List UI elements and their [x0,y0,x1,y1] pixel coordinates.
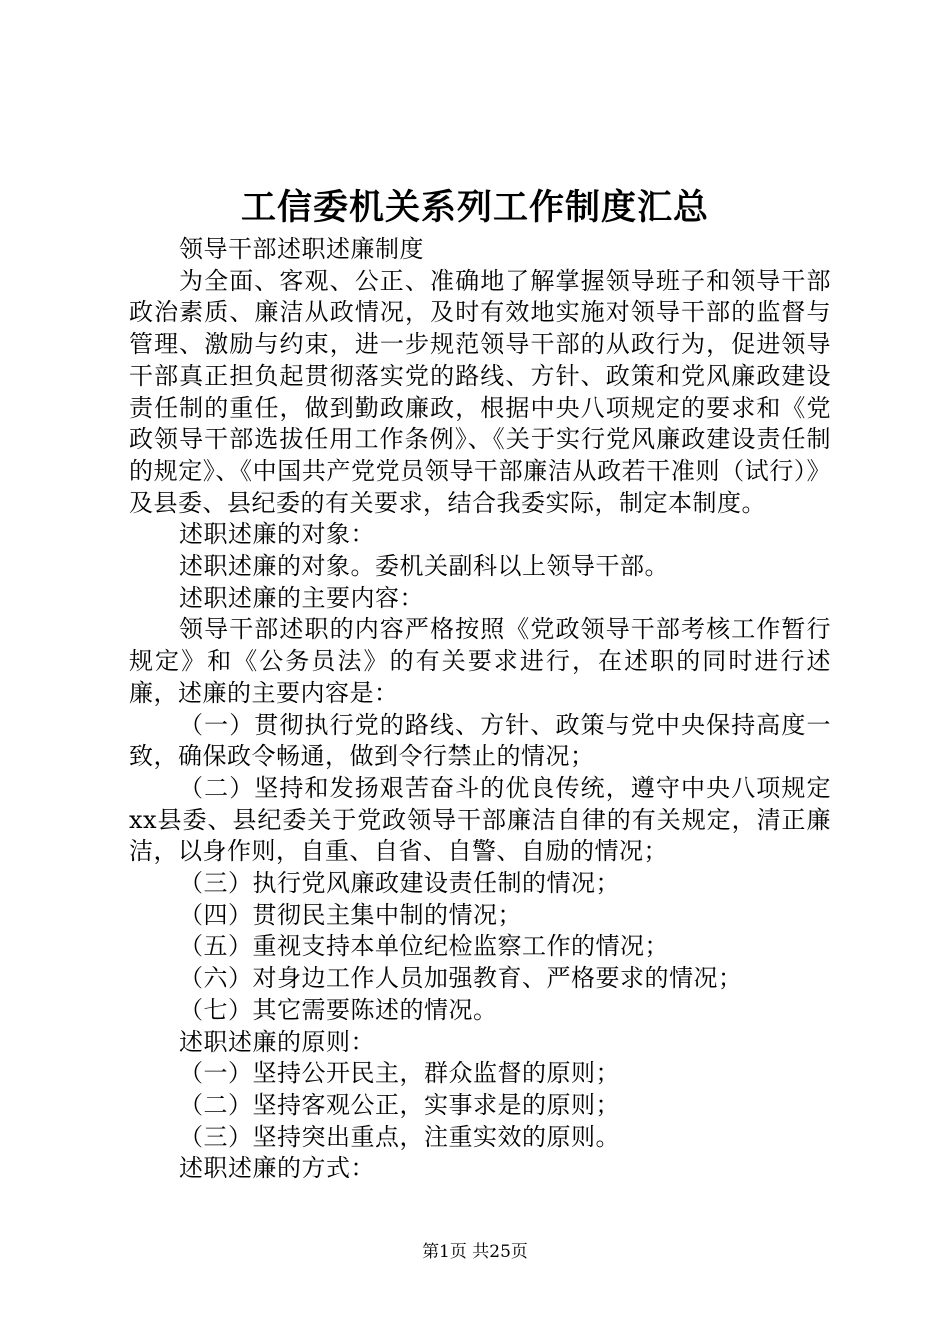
list-item: （六）对身边工作人员加强教育、严格要求的情况； [179,964,743,993]
body-paragraph: 为全面、客观、公正、准确地了解掌握领导班子和领导干部政治素质、廉洁从政情况，及时有效地实施对领导干部的监督与管理、激励与约束，进一步规范领导干部的从政行为，促进领导干部真正担负起贯彻落实党的路线、方针、政策和党风廉政建设责任制的重任，做到勤政廉政，根据中央八项规定的要求和《党政领导干部选拔任用工作条例》、《关于实行党风廉政建设责任制的规定》、《中国共产党党员领导干部廉洁从政若干准则（试行）》及县委、县纪委的有关要求，结合我委实际，制定本制度。 [129,266,831,517]
document-body [129,234,831,1185]
section-heading: 述职述廉的原则： [179,1027,375,1056]
page-number-footer: 第1页 共25页 [422,1242,528,1262]
list-item: （七）其它需要陈述的情况。 [179,995,498,1024]
section-heading: 述职述廉的主要内容： [179,583,424,612]
document-title: 工信委机关系列工作制度汇总 [240,187,709,228]
list-item: （五）重视支持本单位纪检监察工作的情况； [179,932,669,961]
body-paragraph: 述职述廉的对象。委机关副科以上领导干部。 [179,552,669,581]
body-paragraph: 领导干部述职的内容严格按照《党政领导干部考核工作暂行规定》和《公务员法》的有关要求进行，在述职的同时进行述廉，述廉的主要内容是： [129,615,831,707]
list-item: （三）坚持突出重点，注重实效的原则。 [179,1122,620,1151]
list-item: （二）坚持客观公正，实事求是的原则； [179,1090,620,1119]
section-heading: 述职述廉的对象： [179,520,375,549]
list-item: （二）坚持和发扬艰苦奋斗的优良传统，遵守中央八项规定xx县委、县纪委关于党政领导干部廉洁自律的有关规定，清正廉洁，以身作则，自重、自省、自警、自励的情况； [129,773,831,866]
section-heading: 述职述廉的方式： [179,1154,375,1183]
list-item: （一）坚持公开民主，群众监督的原则； [179,1059,620,1088]
list-item: （四）贯彻民主集中制的情况； [179,900,522,929]
list-item: （一）贯彻执行党的路线、方针、政策与党中央保持高度一致，确保政令畅通，做到令行禁止的情况； [129,710,831,771]
section-heading: 领导干部述职述廉制度 [179,235,424,263]
list-item: （三）执行党风廉政建设责任制的情况； [179,869,620,898]
